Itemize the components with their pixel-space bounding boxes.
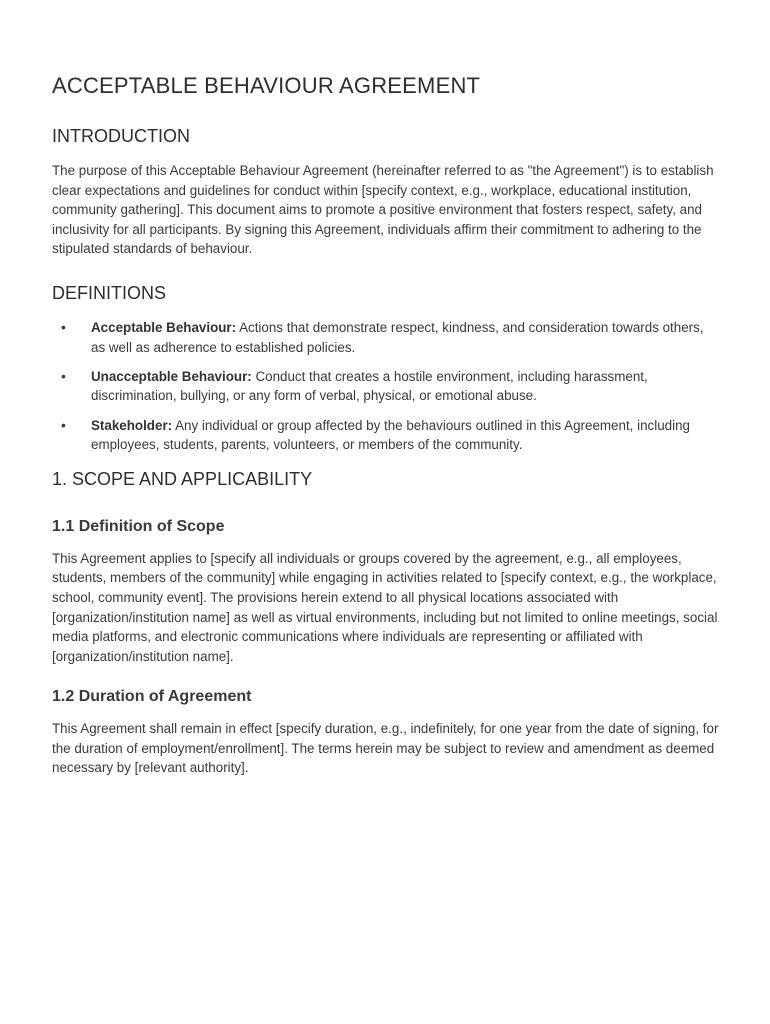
definition-item-unacceptable-behaviour <box>52 367 720 406</box>
introduction-heading: INTRODUCTION <box>52 126 190 146</box>
document-page <box>52 72 720 778</box>
definition-text: Any individual or group affected by the behaviours outlined in this Agreement, including employees, students, parents, volunteers, or members of the community. <box>91 417 690 453</box>
scope-definition-paragraph: This Agreement applies to [specify all individuals or groups covered by the agreement, e.g., all employees, students, members of the community] while engaging in activities related to [specify context, e.g., the workplace, school, community event]. The provisions herein extend to all physical locations associated with [organization/institution name] as well as virtual environments, including but not limited to online meetings, social media platforms, and electronic communications where individuals are representing or affiliated with [organization/institution name]. <box>52 550 718 664</box>
definitions-heading: DEFINITIONS <box>52 282 167 303</box>
definition-text: Actions that demonstrate respect, kindness, and consideration towards others, as well as adherence to established policies. <box>91 319 704 355</box>
definition-text: Conduct that creates a hostile environment, including harassment, discrimination, bullying, or any form of verbal, physical, or emotional abuse. <box>91 368 648 404</box>
bullet-icon: • <box>61 416 66 433</box>
definition-term: Stakeholder: <box>91 417 173 433</box>
definition-item-stakeholder <box>52 416 720 455</box>
duration-paragraph: This Agreement shall remain in effect [specify duration, e.g., indefinitely, for one year from the date of signing, for the duration of employment/enrollment]. The terms herein may be subject to review and amendment as deemed necessary by [relevant authority]. <box>52 721 719 776</box>
definition-term: Unacceptable Behaviour: <box>91 368 252 384</box>
definition-term: Acceptable Behaviour: <box>91 319 237 335</box>
definition-item-acceptable-behaviour <box>52 318 720 357</box>
bullet-icon: • <box>61 318 66 335</box>
bullet-icon: • <box>61 367 66 384</box>
introduction-paragraph: The purpose of this Acceptable Behaviour Agreement (hereinafter referred to as "the Agreement") is to establish clear expectations and guidelines for conduct within [specify context, e.g., workplace, educational institution, community gathering]. This document aims to promote a positive environment that fosters respect, safety, and inclusivity for all participants. By signing this Agreement, individuals affirm their commitment to adhering to the stipulated standards of behaviour. <box>52 163 714 257</box>
document-title: ACCEPTABLE BEHAVIOUR AGREEMENT <box>52 73 481 98</box>
definitions-list <box>52 318 720 455</box>
scope-definition-heading: 1.1 Definition of Scope <box>52 517 225 535</box>
scope-heading: 1. SCOPE AND APPLICABILITY <box>52 468 313 489</box>
duration-heading: 1.2 Duration of Agreement <box>52 688 252 706</box>
